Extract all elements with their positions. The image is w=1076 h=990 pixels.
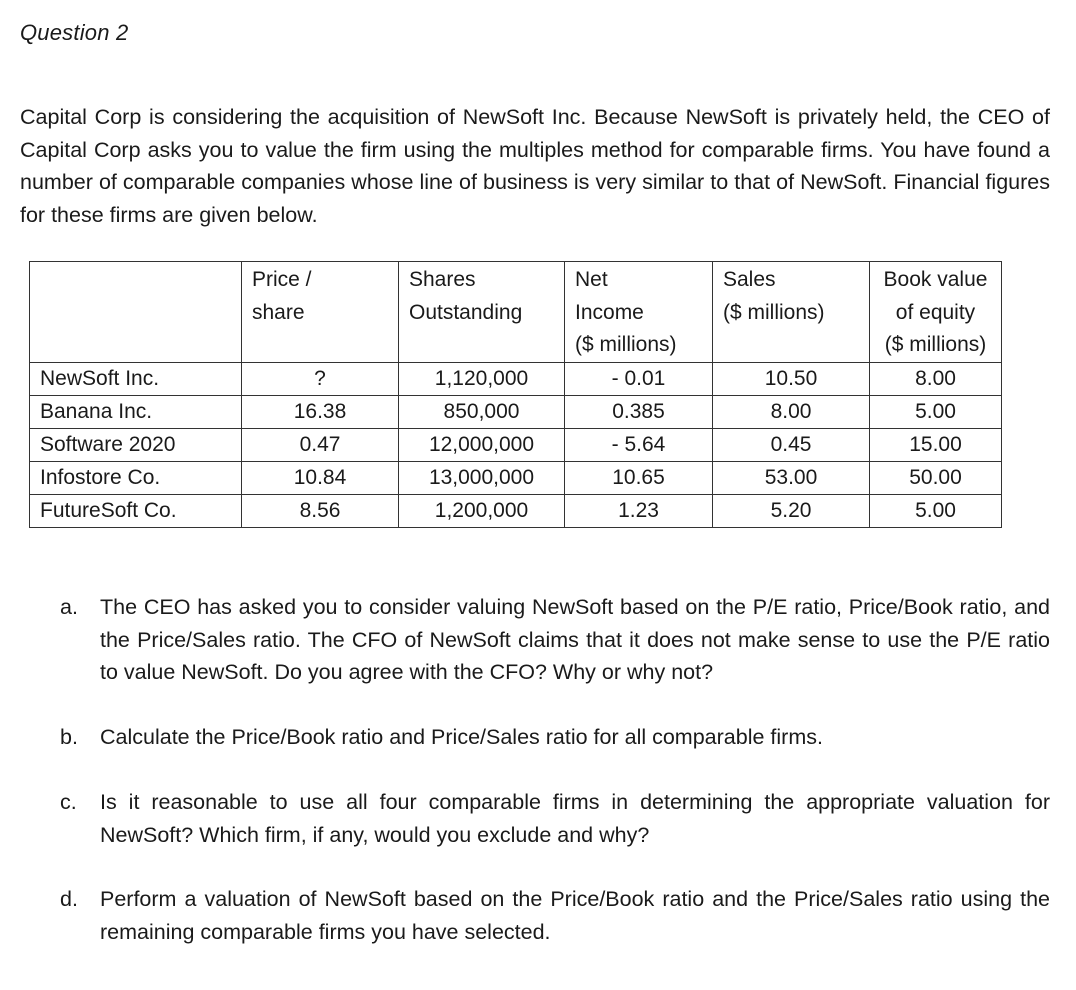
question-item-b [60,721,1050,754]
question-letter: d. [60,887,78,911]
question-title: Question 2 [20,20,129,45]
net-income-cell: 1.23 [565,494,713,527]
net-income-cell: 0.385 [565,395,713,428]
question-item-a [60,591,1050,689]
table-row [30,395,1002,428]
firm-name: Infostore Co. [30,461,242,494]
net-income-cell: - 5.64 [565,428,713,461]
table-row [30,362,1002,395]
header-price-line: Price / [252,268,312,291]
header-firm [30,262,242,363]
price-cell: 10.84 [242,461,399,494]
book-value-cell: 5.00 [870,494,1002,527]
header-sales-line: ($ millions) [723,300,825,324]
header-sales [713,262,870,363]
shares-cell: 1,120,000 [399,362,565,395]
question-text: Calculate the Price/Book ratio and Price/Sales ratio for all comparable firms. [100,725,823,749]
firm-name: NewSoft Inc. [30,362,242,395]
intro-paragraph: Capital Corp is considering the acquisition of NewSoft Inc. Because NewSoft is privately held, the CEO of Capital Corp asks you to value the firm using the multiples method for comparable firms. You have found a number of comparable companies whose line of business is very similar to that of NewSoft. Financial figures for these firms are given below. [20,105,1050,227]
header-sales-line: Sales [723,268,776,291]
header-net-income-line: ($ millions) [575,333,677,356]
header-shares [399,262,565,363]
shares-cell: 850,000 [399,395,565,428]
net-income-cell: 10.65 [565,461,713,494]
question-item-c [60,786,1050,851]
header-book-value-line: of equity [895,300,976,324]
question-text: The CEO has asked you to consider valuing NewSoft based on the P/E ratio, Price/Book ratio, and the Price/Sales ratio. The CFO of NewSoft claims that it does not make sense to use the P/E ratio to value NewSoft. Do you agree with the CFO? Why or why not? [100,595,1050,684]
book-value-cell: 15.00 [870,428,1002,461]
question-letter: c. [60,790,77,814]
header-price-line: share [252,300,305,324]
table-row [30,461,1002,494]
question-text: Perform a valuation of NewSoft based on the Price/Book ratio and the Price/Sales ratio using the remaining comparable firms you have selected. [100,887,1050,944]
header-price [242,262,399,363]
sales-cell: 0.45 [713,428,870,461]
book-value-cell: 50.00 [870,461,1002,494]
shares-cell: 13,000,000 [399,461,565,494]
question-item-d [60,883,1050,948]
sales-cell: 5.20 [713,494,870,527]
question-letter: b. [60,725,78,749]
table-row [30,494,1002,527]
price-cell: 16.38 [242,395,399,428]
header-book-value-line: ($ millions) [884,333,987,356]
header-net-income-line: Income [575,300,644,324]
question-letter: a. [60,595,78,619]
price-cell: ? [242,362,399,395]
book-value-cell: 8.00 [870,362,1002,395]
header-shares-line: Shares [409,268,476,291]
question-text: Is it reasonable to use all four comparable firms in determining the appropriate valuation for NewSoft? Which firm, if any, would you exclude and why? [100,790,1050,847]
price-cell: 0.47 [242,428,399,461]
header-net-income-line: Net [575,268,608,291]
book-value-cell: 5.00 [870,395,1002,428]
firm-name: FutureSoft Co. [30,494,242,527]
sales-cell: 10.50 [713,362,870,395]
shares-cell: 1,200,000 [399,494,565,527]
sales-cell: 53.00 [713,461,870,494]
firm-name: Software 2020 [30,428,242,461]
header-book-value [870,262,1002,363]
table-header-row [30,262,1002,363]
net-income-cell: - 0.01 [565,362,713,395]
header-net-income [565,262,713,363]
table-row [30,428,1002,461]
header-shares-line: Outstanding [409,300,523,324]
price-cell: 8.56 [242,494,399,527]
shares-cell: 12,000,000 [399,428,565,461]
firm-name: Banana Inc. [30,395,242,428]
financial-table [29,261,1002,528]
sales-cell: 8.00 [713,395,870,428]
header-book-value-line: Book value [883,268,988,291]
